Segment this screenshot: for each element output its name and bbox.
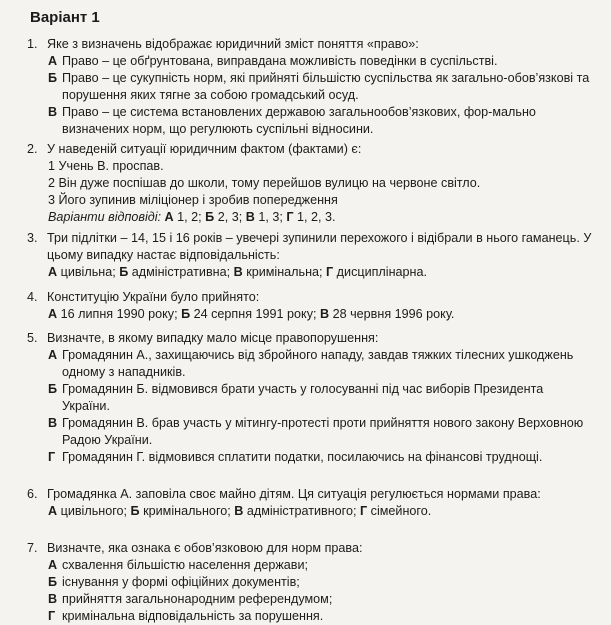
option-letter: В	[48, 105, 58, 119]
answer-letter: В	[320, 307, 330, 321]
question-text: Яке з визначень відображає юридичний зміст поняття «право»:	[47, 37, 419, 51]
option-letter: В	[48, 592, 58, 606]
answer-text: сімейного.	[367, 504, 432, 518]
option-letter: Б	[48, 382, 58, 396]
answer-text: адміністративна;	[128, 265, 234, 279]
answer-letter: Б	[181, 307, 191, 321]
situation-item-2: 2 Він дуже поспішав до школи, тому перейшов вулицю на червоне світло.	[48, 176, 481, 190]
option-b	[48, 70, 592, 104]
option-b	[48, 574, 592, 591]
answer-letter: Б	[119, 265, 129, 279]
option-b	[48, 381, 592, 415]
question-5	[27, 330, 592, 466]
option-text: Громадянин Б. відмовився брати участь у голосуванні під час виборів Президента України.	[62, 382, 544, 413]
question-text: Три підлітки – 14, 15 і 16 років – увечері зупинили перехожого і відібрали в нього гаманець. У цьому випадку настає відповідальність:	[47, 231, 592, 262]
answer-text: 1, 2, 3.	[293, 210, 336, 224]
option-letter: В	[48, 416, 58, 430]
answer-text: 1, 2;	[173, 210, 206, 224]
option-d	[48, 449, 592, 466]
answer-variants	[48, 503, 592, 520]
answer-letter: В	[233, 265, 243, 279]
question-number: 4.	[27, 290, 38, 304]
question-4	[27, 289, 592, 323]
option-text: Право – це обґрунтована, виправдана можливість поведінки в суспільстві.	[62, 54, 498, 68]
question-number: 2.	[27, 142, 38, 156]
option-text: Право – це система встановлених державою загальнообов’язкових, фор-мально визначених норм, що регулюють суспільні відносини.	[62, 105, 536, 136]
question-number: 7.	[27, 541, 38, 555]
answer-text: 24 серпня 1991 року;	[190, 307, 320, 321]
answer-variants	[48, 264, 592, 281]
answer-text: кримінального;	[139, 504, 235, 518]
answer-text: кримінальна;	[242, 265, 327, 279]
option-letter: А	[48, 54, 58, 68]
question-number: 1.	[27, 37, 38, 51]
question-7	[27, 540, 592, 625]
option-letter: Б	[48, 575, 58, 589]
option-text: Громадянин Г. відмовився сплатити податки, посилаючись на фінансові труднощі.	[62, 450, 543, 464]
situation-item-3: 3 Його зупинив міліціонер і зробив попередження	[48, 193, 338, 207]
option-c	[48, 591, 592, 608]
answer-letter: А	[48, 307, 58, 321]
answer-letter: А	[48, 265, 58, 279]
answer-letter: В	[234, 504, 244, 518]
question-1	[27, 36, 592, 138]
answer-letter: А	[48, 504, 58, 518]
answer-letter: А	[164, 210, 174, 224]
answer-text: 28 червня 1996 року.	[329, 307, 455, 321]
option-letter: Г	[48, 450, 56, 464]
answer-text: цивільна;	[57, 265, 120, 279]
question-number: 3.	[27, 231, 38, 245]
answer-letter: Г	[326, 265, 334, 279]
option-c	[48, 415, 592, 449]
option-c	[48, 104, 592, 138]
answer-variants	[48, 209, 592, 226]
option-text: Громадянин В. брав участь у мітингу-протесті проти прийняття нового закону Верховною Радою України.	[62, 416, 584, 447]
answer-text: 2, 3;	[214, 210, 246, 224]
option-a	[48, 53, 592, 70]
answer-letter: Г	[360, 504, 368, 518]
answer-text: адміністративного;	[243, 504, 361, 518]
option-text: схвалення більшістю населення держави;	[62, 558, 308, 572]
answer-letter: Б	[205, 210, 215, 224]
option-a	[48, 557, 592, 574]
variant-title: Варіант 1	[30, 9, 100, 26]
option-text: існування у формі офіційних документів;	[62, 575, 300, 589]
answers-label: Варіанти відповіді:	[48, 210, 162, 224]
answer-text: цивільного;	[57, 504, 131, 518]
question-text: Визначте, яка ознака є обов’язковою для норм права:	[47, 541, 363, 555]
question-number: 5.	[27, 331, 38, 345]
question-3	[27, 230, 592, 281]
question-text: Конституцію України було прийнято:	[47, 290, 260, 304]
answer-letter: Г	[286, 210, 294, 224]
answer-letter: Б	[130, 504, 140, 518]
option-d	[48, 608, 592, 625]
answer-text: 1, 3;	[254, 210, 287, 224]
option-letter: А	[48, 348, 58, 362]
option-letter: Б	[48, 71, 58, 85]
option-text: кримінальна відповідальність за порушення.	[62, 609, 324, 623]
question-text: У наведеній ситуації юридичним фактом (фактами) є:	[47, 142, 362, 156]
answer-letter: В	[245, 210, 255, 224]
question-text: Громадянка А. заповіла своє майно дітям. Ця ситуація регулюється нормами права:	[47, 487, 541, 501]
answer-text: дисциплінарна.	[333, 265, 428, 279]
option-letter: Г	[48, 609, 56, 623]
situation-item-1: 1 Учень В. проспав.	[48, 159, 164, 173]
option-text: прийняття загальнонародним референдумом;	[62, 592, 333, 606]
option-a	[48, 347, 592, 381]
option-letter: А	[48, 558, 58, 572]
question-number: 6.	[27, 487, 38, 501]
question-text: Визначте, в якому випадку мало місце правопорушення:	[47, 331, 379, 345]
answer-variants	[48, 306, 592, 323]
answer-text: 16 липня 1990 року;	[57, 307, 182, 321]
option-text: Громадянин А., захищаючись від збройного нападу, завдав тяжких тілесних ушкоджень одному з нападників.	[62, 348, 574, 379]
question-6	[27, 486, 592, 520]
option-text: Право – це сукупність норм, які прийняті більшістю суспільства як загально-обов’язкові та порушення яких тягне за собою громадський осуд.	[62, 71, 590, 102]
question-2	[27, 141, 592, 226]
